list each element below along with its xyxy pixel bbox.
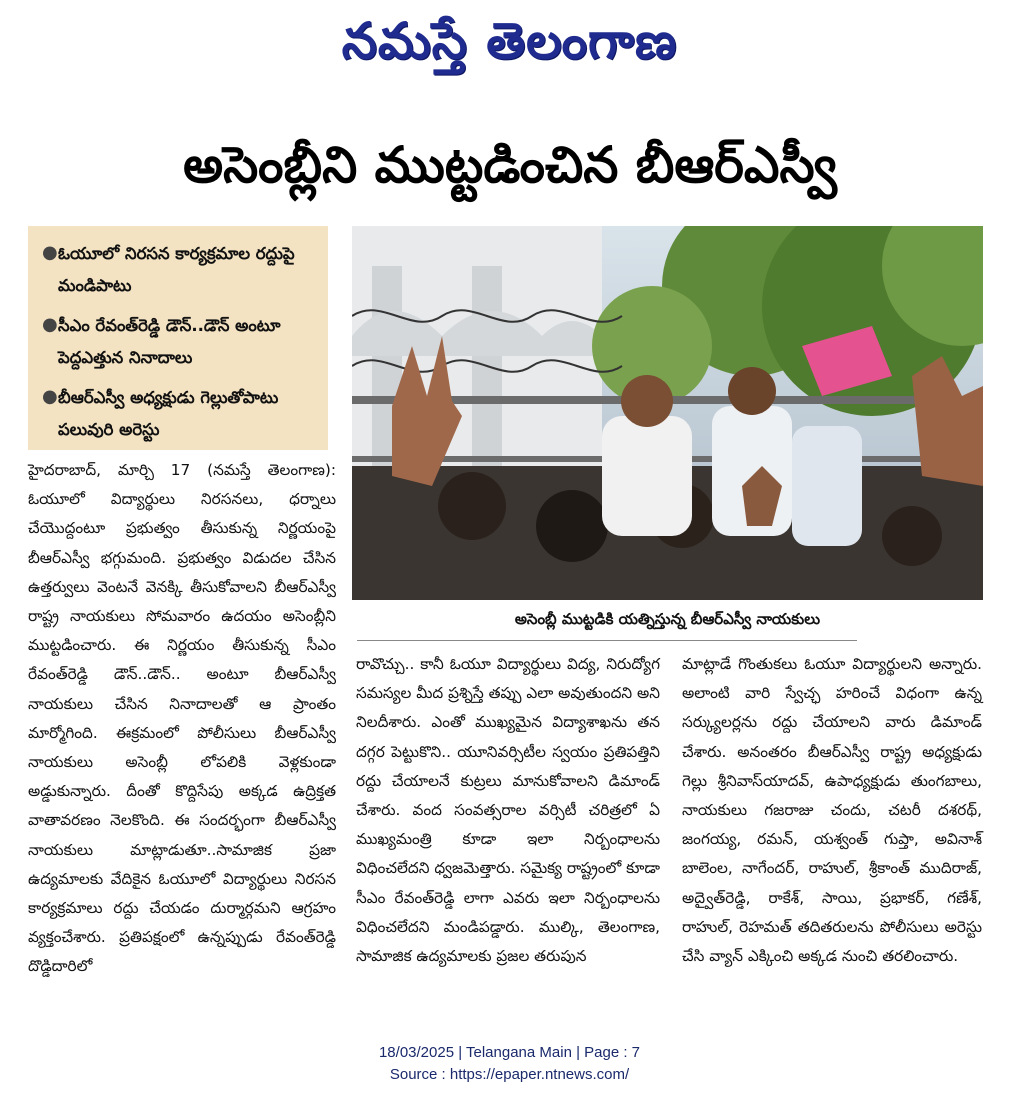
page-footer xyxy=(0,1042,1019,1086)
highlight-item xyxy=(42,310,318,374)
protest-photo-illustration xyxy=(352,226,983,600)
bullet-icon: ● xyxy=(42,314,58,335)
article-headline: అసెంబ్లీని ముట్టడించిన బీఆర్‌ఎస్వీ xyxy=(183,136,837,194)
article-column-1: హైదరాబాద్‌, మార్చి 17 (నమస్తే తెలంగాణ): ఓయూలో విద్యార్థులు నిరసనలు, ధర్నాలు చేయొద్దంటూ ప్రభుత్వం తీసుకున్న నిర్ణయంపై బీఆర్‌ఎస్వీ భగ్గుమంది. ప్రభుత్వం విడుదల చేసిన ఉత్తర్వులు వెంటనే వెనక్కి తీసుకోవాలని బీఆర్‌ఎస్వీ రాష్ట్ర నాయకులు సోమవారం ఉదయం అసెంబ్లీని ముట్టడించారు. ఈ నిర్ణయం తీసుకున్న సీఎం రేవంత్‌రెడ్డి డౌన్‌..డౌన్‌.. అంటూ బీఆర్‌ఎస్వీ నాయకులు చేసిన నినాదాలతో ఆ ప్రాంతం మార్మోగింది. ఈక్రమంలో పోలీసులు బీఆర్‌ఎస్వీ నాయకులు అసెంబ్లీ లోపలికి వెళ్లకుండా అడ్డుకున్నారు. దీంతో కొద్దిసేపు అక్కడ ఉద్రిక్తత వాతావరణం నెలకొంది. ఈ సందర్భంగా బీఆర్‌ఎస్వీ నాయకులు మాట్లాడుతూ..సామాజిక ప్రజా ఉద్యమాలకు వేదికైన ఓయూలో విద్యార్థులు నిరసన కార్యక్రమాలు రద్దు చేయడం దుర్మార్గమని ఆగ్రహం వ్యక్తంచేశారు. ప్రతిపక్షంలో ఉన్నప్పుడు రేవంత్‌రెడ్డి దొడ్డిదారిలో xyxy=(28,461,336,976)
caption-divider xyxy=(357,640,857,641)
highlight-item xyxy=(42,382,318,446)
bullet-icon: ● xyxy=(42,242,58,263)
footer-source: Source : https://epaper.ntnews.com/ xyxy=(389,1066,630,1083)
photo-caption: అసెంబ్లీ ముట్టడికి యత్నిస్తున్న బీఆర్‌ఎస్వీ నాయకులు xyxy=(514,610,821,628)
article-column-3: మాట్లాడే గొంతుకలు ఓయూ విద్యార్థులని అన్నారు. అలాంటి వారి స్వేచ్ఛ హరించే విధంగా ఉన్న సర్క్యులర్లను రద్దు చేయాలని వారు డిమాండ్‌ చేశారు. అనంతరం బీఆర్‌ఎస్వీ రాష్ట్ర అధ్యక్షుడు గెల్లు శ్రీనివాస్‌యాదవ్‌, ఉపాధ్యక్షుడు తుంగబాలు, నాయకులు గజరాజు చందు, చటరీ దశరథ్‌, జంగయ్య, రమన్‌, యశ్వంత్‌ గుప్తా, అవినాశ్‌ బాలెంల, నాగేందర్‌, రాహుల్‌, శ్రీకాంత్‌ ముదిరాజ్‌, అద్వైత్‌రెడ్డి, రాకేశ్‌, సాయి, ప్రభాకర్‌, గణేశ్‌, రాహుల్‌, రెహమత్‌ తదితరులను పోలీసులు అరెస్టు చేసి వ్యాన్‌ ఎక్కించి అక్కడ నుంచి తరలించారు. xyxy=(682,655,982,966)
bullet-icon: ● xyxy=(42,386,58,407)
highlights-box xyxy=(28,226,328,450)
news-photo xyxy=(352,226,983,600)
highlight-text: ఓయూలో నిరసన కార్యక్రమాల రద్దుపై మండిపాటు xyxy=(58,244,295,295)
newspaper-masthead: నమస్తే తెలంగాణ xyxy=(341,12,678,70)
highlight-text: బీఆర్‌ఎస్వీ అధ్యక్షుడు గెల్లుతోపాటు పలువురి అరెస్టు xyxy=(58,388,279,439)
highlight-text: సీఎం రేవంత్‌రెడ్డి డౌన్‌..డౌన్‌ అంటూ పెద్దఎత్తున నినాదాలు xyxy=(58,316,281,367)
footer-date-edition: 18/03/2025 | Telangana Main | Page : 7 xyxy=(378,1044,641,1061)
article-column-2: రావొచ్చు.. కానీ ఓయూ విద్యార్థులు విద్య, నిరుద్యోగ సమస్యల మీద ప్రశ్నిస్తే తప్పు ఎలా అవుతుందని అని నిలదీశారు. ఎంతో ముఖ్యమైన విద్యాశాఖను తన దగ్గర పెట్టుకొని.. యూనివర్సిటీల స్వయం ప్రతిపత్తిని రద్దు చేయాలనే కుట్రలు మానుకోవాలని డిమాండ్‌ చేశారు. వంద సంవత్సరాల వర్సిటీ చరిత్రలో ఏ ముఖ్యమంత్రి కూడా ఇలా నిర్బంధాలను విధించలేదని ధ్వజమెత్తారు. సమైక్య రాష్ట్రంలో కూడా సీఎం రేవంత్‌రెడ్డి లాగా ఎవరు ఇలా నిర్బంధాలను విధించలేదని మండిపడ్డారు. ముల్కి, తెలంగాణ, సామాజిక ఉద్యమాలకు ప్రజల తరుపున xyxy=(356,655,660,966)
highlight-item xyxy=(42,238,318,302)
